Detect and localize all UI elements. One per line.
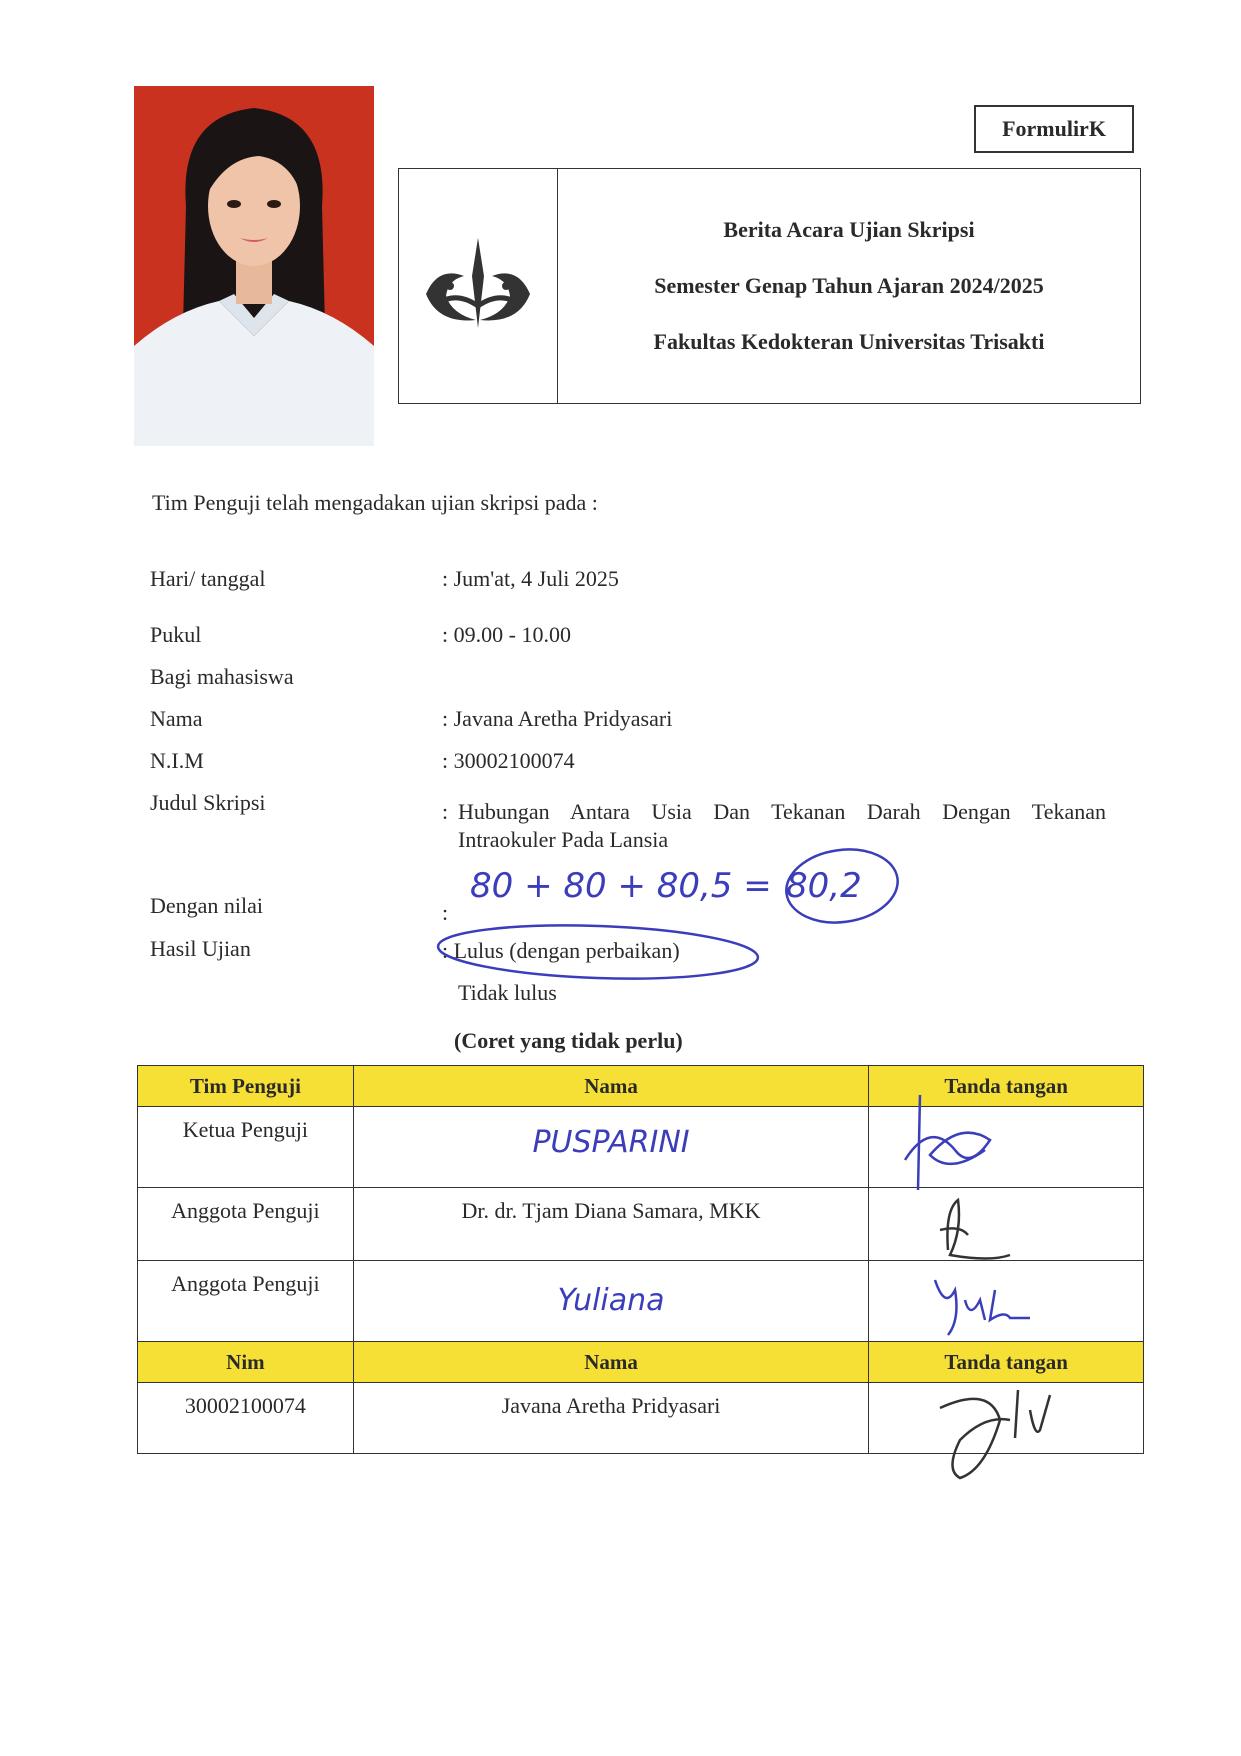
student-table [137,1341,1144,1454]
examiner-name: Yuliana [353,1261,868,1346]
date-label: Hari/ tanggal [150,566,266,591]
signature-cell [869,1261,1144,1346]
examiner-name: Dr. dr. Tjam Diana Samara, MKK [353,1188,868,1261]
score-handwritten: 80 + 80 + 80,5 = [470,866,772,906]
signature-cell [869,1107,1144,1188]
time-value: : 09.00 - 10.00 [442,622,571,647]
faculty-line: Fakultas Kedokteran Universitas Trisakti [653,329,1045,354]
examiner-role: Anggota Penguji [138,1188,354,1261]
header-examiner-team: Tim Penguji [138,1066,354,1107]
table-row [138,1107,1144,1188]
student-name: Javana Aretha Pridyasari [353,1383,868,1454]
thesis-colon: : [442,799,449,824]
thesis-title [442,798,1106,854]
university-logo [418,236,538,336]
form-code-box [974,105,1134,153]
header-titles [558,169,1140,403]
nim-label: N.I.M [150,748,204,773]
result-fail: Tidak lulus [458,980,557,1005]
table-row [138,1261,1144,1346]
score-colon: : [442,900,449,925]
thesis-title-line1: Hubungan Antara Usia Dan Tekanan Darah Dengan Tekanan [458,799,1106,824]
student-nim: 30002100074 [138,1383,354,1454]
name-label: Nama [150,706,203,731]
time-label: Pukul [150,622,202,647]
for-student-label: Bagi mahasiswa [150,664,294,689]
result-label: Hasil Ujian [150,936,251,961]
header-signature: Tanda tangan [869,1066,1144,1107]
logo-cell [399,169,558,403]
form-code: FormulirK [1002,116,1106,141]
header-signature: Tanda tangan [869,1342,1144,1383]
signature-cell [869,1383,1144,1454]
document-title: Berita Acara Ujian Skripsi [723,217,975,242]
header-nim: Nim [138,1342,354,1383]
table-row [138,1188,1144,1261]
header-name: Nama [353,1342,868,1383]
student-photo [134,86,374,446]
examiner-name: PUSPARINI [353,1107,868,1188]
score-final: 80,2 [786,866,862,906]
result-pass: : Lulus (dengan perbaikan) [442,938,680,963]
date-value: : Jum'at, 4 Juli 2025 [442,566,619,591]
header-box [398,168,1141,404]
intro-text: Tim Penguji telah mengadakan ujian skripsi pada : [152,490,598,515]
strike-note: (Coret yang tidak perlu) [454,1028,683,1053]
signature-cell [869,1188,1144,1261]
score-label: Dengan nilai [150,893,264,918]
nim-value: : 30002100074 [442,748,575,773]
examiners-table [137,1065,1144,1346]
examiner-role: Anggota Penguji [138,1261,354,1346]
thesis-title-line2: Intraokuler Pada Lansia [458,827,669,852]
semester-line: Semester Genap Tahun Ajaran 2024/2025 [654,273,1044,298]
header-name: Nama [353,1066,868,1107]
name-value: : Javana Aretha Pridyasari [442,706,673,731]
thesis-label: Judul Skripsi [150,790,266,815]
examiner-role: Ketua Penguji [138,1107,354,1188]
table-row [138,1383,1144,1454]
